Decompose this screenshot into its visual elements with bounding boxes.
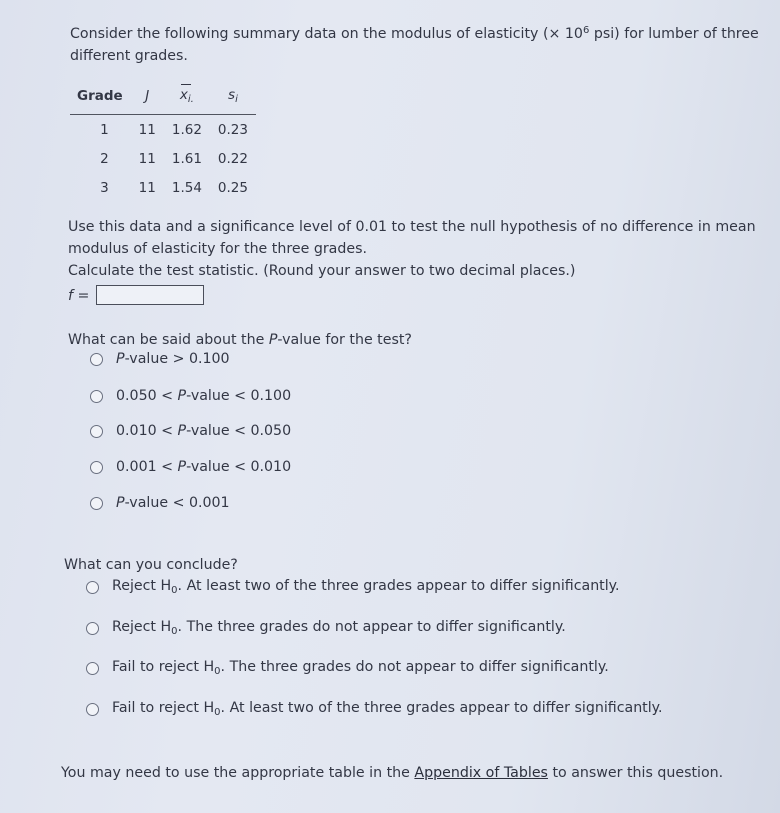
table-row [70,173,256,202]
cell-mean: 1.54 [171,179,202,196]
header-grade: Grade [70,84,131,115]
radio-icon[interactable] [86,622,99,635]
radio-icon[interactable] [90,353,103,366]
option-label: Fail to reject $H_0$. The three grades do not appear to differ significantly. [112,659,609,677]
radio-icon[interactable] [86,662,99,675]
header-s: $s_i$ [210,84,256,115]
radio-icon[interactable] [90,497,103,510]
footer-note [61,762,723,784]
table-header-row [70,84,256,115]
option-label: P-value < 0.001 [116,495,230,511]
radio-icon[interactable] [90,461,103,474]
problem-intro [70,20,770,67]
cell-grade: 2 [100,150,109,167]
option-label: P-value > 0.100 [116,351,230,367]
conclusion-option-2[interactable] [86,619,566,637]
pvalue-prompt-p: P [268,332,278,348]
option-label: Reject $H_0$. At least two of the three grades appear to differ significantly. [112,578,620,596]
radio-icon[interactable] [90,390,103,403]
intro-line2: different grades. [70,48,188,64]
pvalue-prompt-after: -value for the test? [277,332,412,348]
pvalue-prompt-before: What can be said about the [68,332,269,348]
radio-icon[interactable] [86,581,99,594]
summary-table [70,84,256,202]
table-row [70,115,256,145]
cell-mean: 1.62 [171,121,202,138]
option-label: 0.050 < P-value < 0.100 [116,388,292,404]
radio-icon[interactable] [90,425,103,438]
radio-icon[interactable] [86,703,99,716]
question1-line2: modulus of elasticity for the three grades. [68,241,368,257]
conclusion-option-4[interactable] [86,700,663,718]
pvalue-option-4[interactable] [90,459,291,475]
appendix-link[interactable]: Appendix of Tables [414,765,548,781]
table-row [70,144,256,173]
cell-j: 11 [138,121,156,138]
cell-sd: 0.23 [217,121,248,138]
intro-exponent: 6 [582,25,590,36]
pvalue-option-3[interactable] [90,423,291,439]
cell-sd: 0.22 [217,150,248,167]
pvalue-option-1[interactable] [90,351,230,367]
option-label: Reject $H_0$. The three grades do not appear to differ significantly. [112,619,566,637]
conclusion-option-3[interactable] [86,659,609,677]
f-answer-input[interactable] [96,285,204,305]
cell-grade: 3 [100,179,109,196]
pvalue-option-5[interactable] [90,495,230,511]
header-xbar [164,84,210,115]
intro-line1-post: psi) for lumber of three [589,26,759,42]
cell-grade: 1 [100,121,109,138]
question1-line1: Use this data and a significance level of 0.01 to test the null hypothesis of no difference in mean [68,219,756,235]
footer-post: to answer this question. [547,765,724,781]
cell-sd: 0.25 [217,179,248,196]
xbar-symbol: $x_{i.}$ [179,87,194,105]
f-label: f = [68,288,90,304]
cell-mean: 1.61 [171,150,202,167]
pvalue-option-2[interactable] [90,388,291,404]
question1-text [68,216,773,282]
footer-pre: You may need to use the appropriate table in the [61,765,415,781]
conclusion-option-1[interactable] [86,578,620,596]
cell-j: 11 [138,150,156,167]
question1-line3: Calculate the test statistic. (Round your answer to two decimal places.) [68,263,576,279]
cell-j: 11 [138,179,156,196]
conclusion-prompt: What can you conclude? [64,557,238,573]
pvalue-prompt [68,329,412,351]
intro-line1-pre: Consider the following summary data on the modulus of elasticity (× 10 [70,26,583,42]
option-label: Fail to reject $H_0$. At least two of the three grades appear to differ significantly. [112,700,663,718]
option-label: 0.001 < P-value < 0.010 [116,459,292,475]
option-label: 0.010 < P-value < 0.050 [116,423,292,439]
header-j: J [131,84,164,115]
